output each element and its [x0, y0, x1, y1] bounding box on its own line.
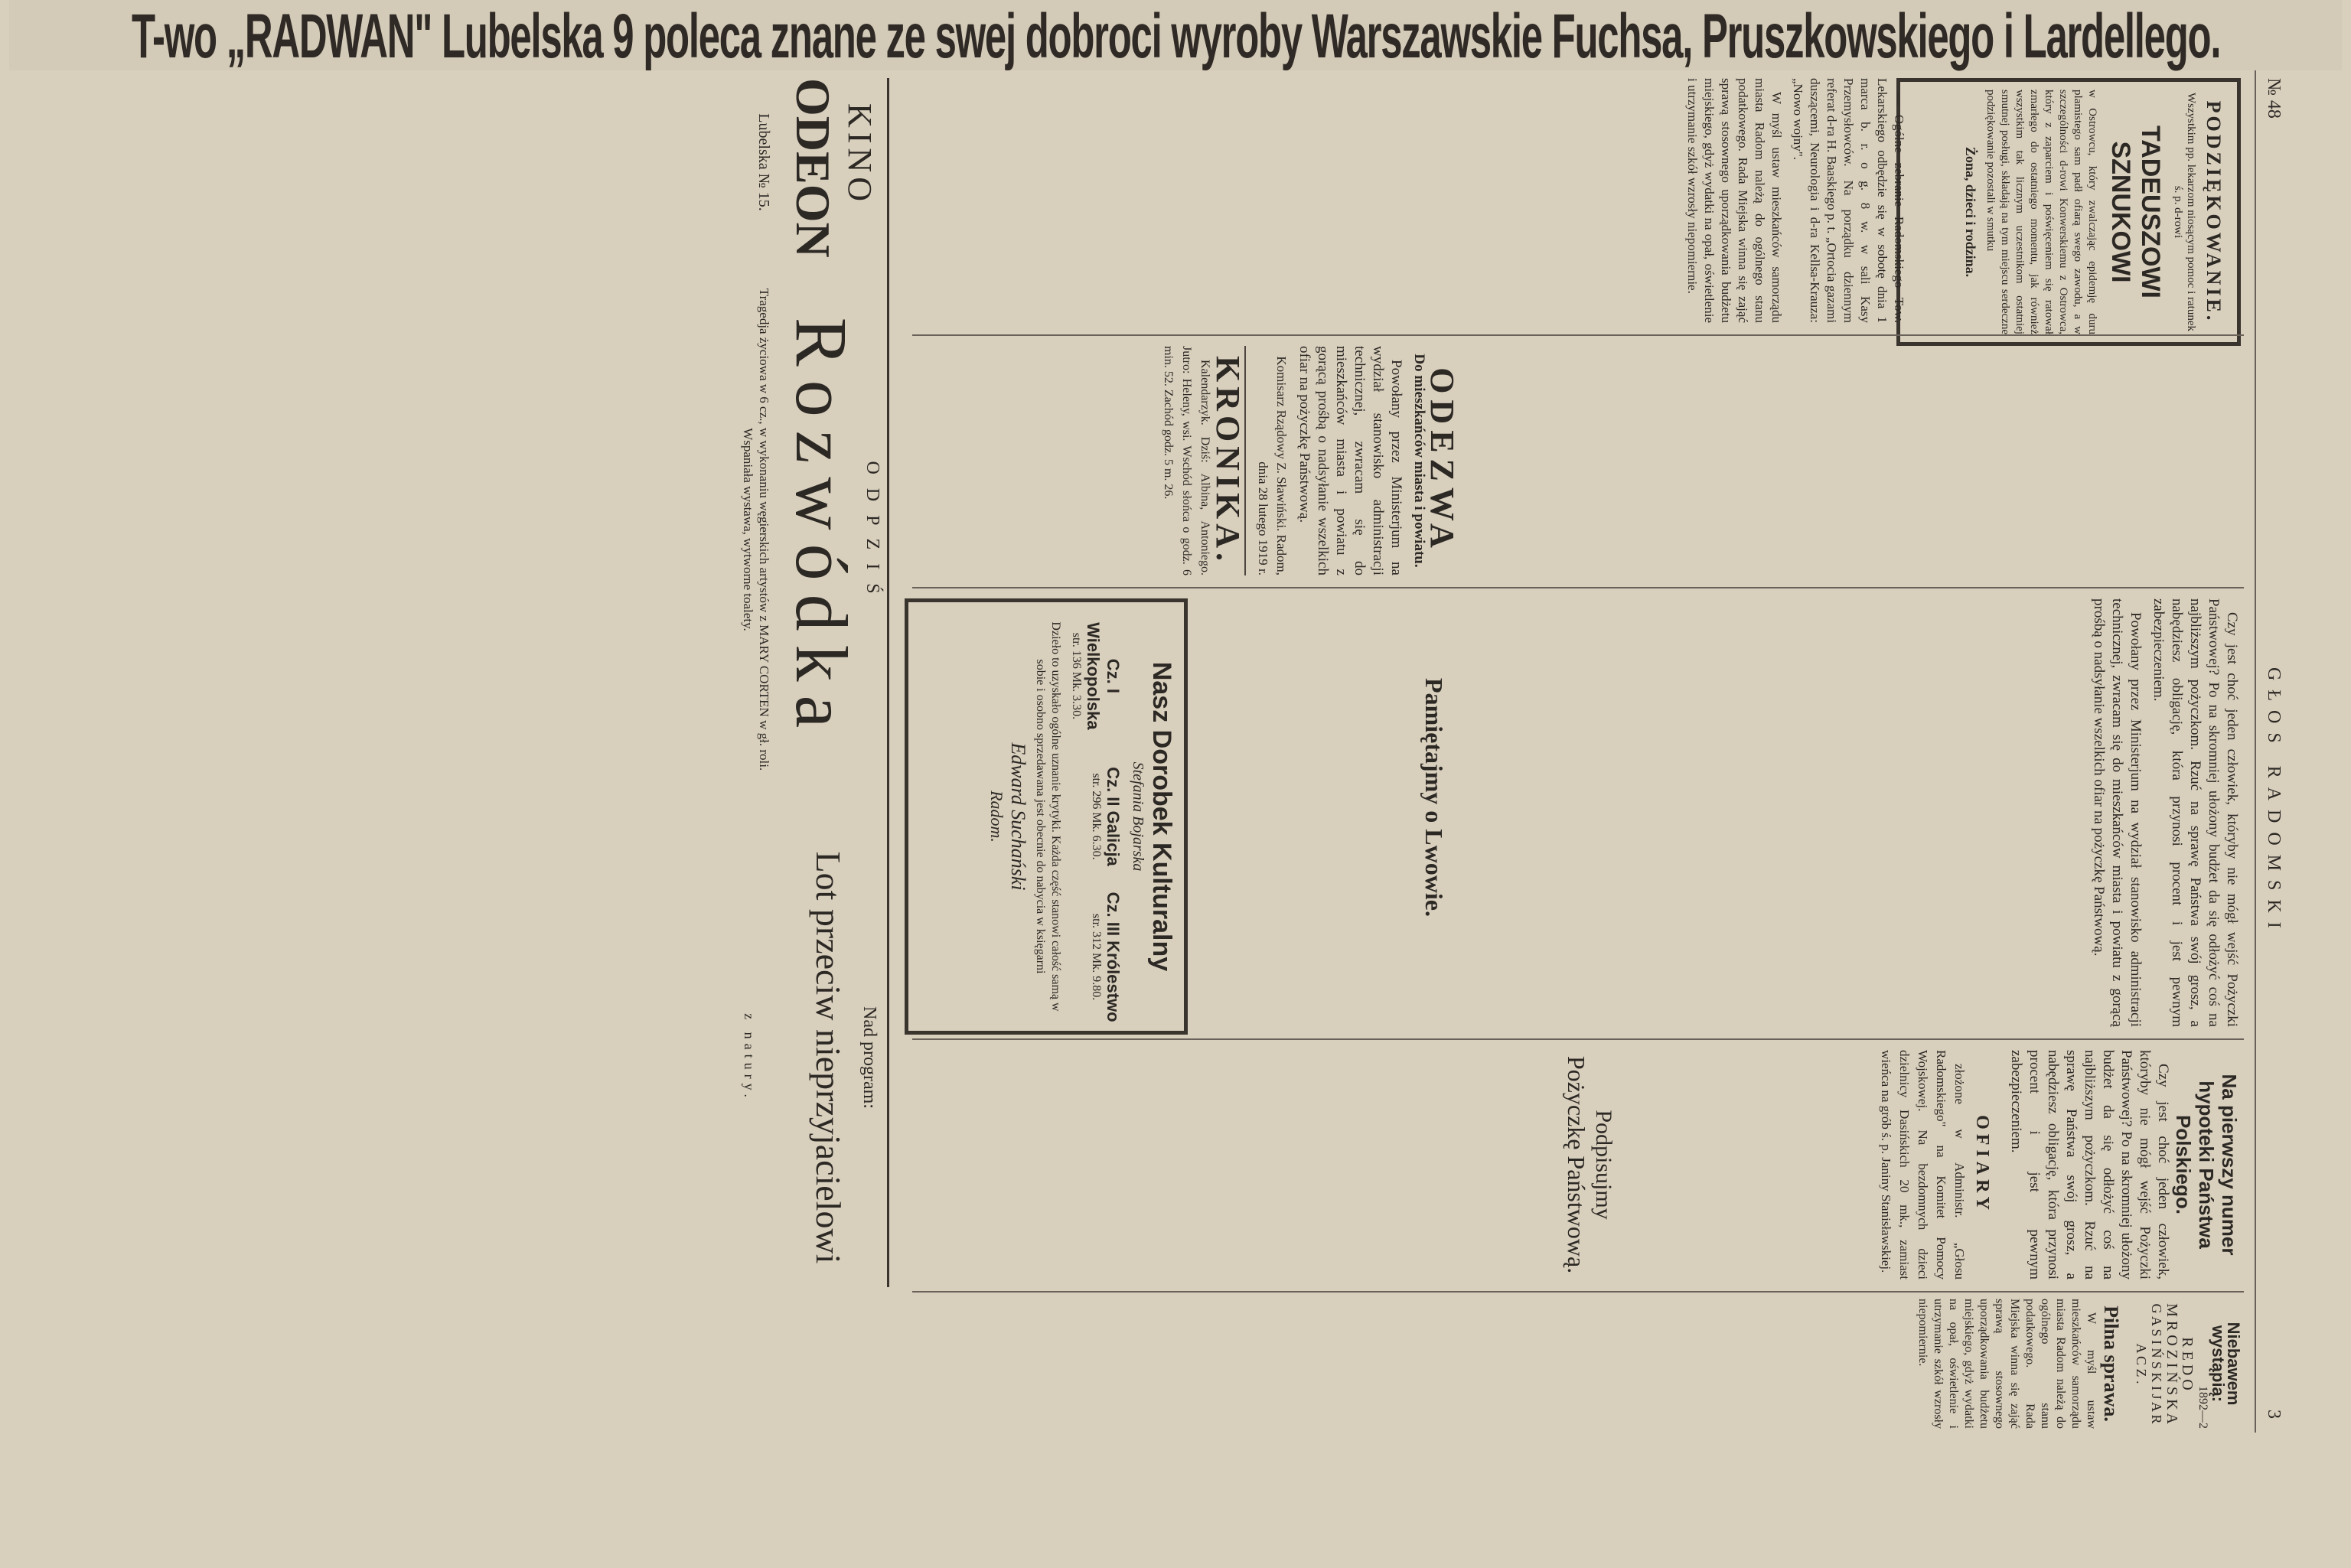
cinema-film-subtitle: Tragedja życiowa w 6 cz., w wykonaniu węgierskich artystów z MARY CORTEN w gł. roli. Wspaniała wystawa, wytworne toalety. — [741, 288, 771, 771]
book-author: Stefania Bojarska — [1130, 761, 1146, 872]
pilna-title: Pilna sprawa. — [2100, 1306, 2122, 1422]
bookstore-city: Radom. — [987, 791, 1006, 843]
thanks-intro: Wszystkim pp. lekarzom niosącym pomoc i ratunek ś. p. d-rowi — [2172, 92, 2197, 331]
book-parts — [1069, 610, 1123, 1023]
news-paragraph: — Ogólne zebranie Radomskiego Tow. Lekarskiego odbędzie się w sobotę dnia 1 marca b. r. o g. 8 w. w sali Kasy Przemysłowców. Na porządku dziennym referat d-ra H. Baaskiego p. t. „Ortocia gazami duszącemi, Neurologia i d-ra Kellsa-Krauza: „Nowo wojny". — [1791, 78, 1906, 323]
page-header — [2255, 70, 2290, 1433]
right-column — [909, 1299, 2241, 1429]
odezwa-text: Powołany przez Ministerjum na wydział stanowisko administracji technicznej, zwracam się do mieszkańców miasta i powiatu z gorącą prośbą o nadsyłanie wszelkich ofiar na pożyczkę Państwową. — [1296, 346, 1404, 575]
kronika-calendar: Kalendarzyk. Dziś: Albina, Antoniego. Jutro: Heleny, wsi. Wschód słońca o godz. 6 min. 52. Zachód godz. 5 m. 26. — [1162, 346, 1211, 575]
book-part — [1069, 751, 1123, 883]
odezwa-title: ODEZWA — [1423, 367, 1461, 554]
book-note: Dzieło to uzyskało ogólne uznanie krytyki. Każda część stanowi całość samą w sobie i osobno sprzedawana jest obecnie do nabycia w księgarni — [1034, 621, 1062, 1012]
loan-title: Na pierwszy numer hypoteki Państwa Polskiego. — [2172, 1074, 2241, 1256]
loan-appeal-line2: Pożyczkę Państwową. — [1563, 1055, 1590, 1274]
ofiary-title: OFIARY — [1972, 1115, 1992, 1214]
column-divider — [912, 1291, 2244, 1293]
cinema-extra-sub: z natury. — [742, 1013, 757, 1102]
loan-appeal-line1: Podpisujmy — [1591, 1110, 1616, 1220]
odezwa-subtitle: Do mieszkańców miasta i powiatu. — [1411, 354, 1427, 568]
cinema-label: KINO — [841, 103, 879, 206]
kronika-title: KRONIKA. — [1209, 355, 1247, 566]
column-divider — [912, 1038, 2244, 1040]
newspaper-sheet — [9, 0, 2342, 1568]
loan-column — [1629, 1050, 2241, 1280]
book-part — [1069, 610, 1123, 742]
odezwa-sign: Komisarz Rządowy Z. Sławiński. Radom, dnia 28 lutego 1919 r. — [1256, 356, 1289, 575]
bookstore-name: Edward Suchański — [1007, 742, 1029, 891]
news-paragraph: Powołany przez Ministerjum na wydział stanowisko administracji technicznej, zwracam się do mieszkańców miasta i powiatu z gorącą prośbą o nadsyłanie wszelkich ofiar na pożyczkę Państwową. — [2091, 598, 2144, 1027]
book-part — [1069, 891, 1123, 1023]
rotated-page — [162, 70, 2290, 1433]
pilna-text: W myśl ustaw mieszkańców samorządu miasta Radom należą do ogólnego stanu podatkowego. Rada Miejska winna się zająć sprawą stosownego uporządkowania budżetu miejskiego, gdyż wydatki na opał, oświetlenie i utrzymanie szkół wzrosły niepomiernie. — [1916, 1299, 2098, 1429]
niebawem-name: R E D O — [2179, 1337, 2196, 1390]
book-part-price: str. 296 Mk. 6.30. — [1090, 773, 1103, 860]
book-part-price: str. 312 Mk. 9.80. — [1090, 913, 1103, 1001]
odezwa-column — [905, 346, 1461, 575]
column-divider — [912, 587, 2244, 588]
local-news-column — [912, 78, 1907, 323]
page-number: 3 — [2264, 1410, 2284, 1419]
thanks-sign: Żona, dzieci i rodzina. — [1963, 146, 1978, 278]
cinema-address: Lubelska № 15. — [755, 113, 772, 211]
news-paragraph: Czy jest choć jeden człowiek, któryby nie mógł wejść Pożyczki Państwowej? Po na skromniej ułożony budżet da się odłożyć coś na najbliższym pożyczkom. Rzuć na sprawę Państwa swój grosz, a nabędziesz obligację, która przynosi procent i jest pewnym zabezpieczeniem. — [2150, 598, 2240, 1027]
book-part-price: str. 136 Mk. 3.30. — [1070, 632, 1083, 720]
ofiary-text: złożone w Administr. „Głosu Radomskiego" na Komitet Pomocy Wojskowej. Na bezdomnych dzieci dzielnicy Dasińskich 20 mk., zamiast wieńca na grób ś. p. Janiny Stanisławskiej. — [1879, 1050, 1967, 1280]
niebawem-date: 1892—2 — [2196, 1386, 2209, 1429]
niebawem-title: Niebawem wystąpią: — [2209, 1322, 2243, 1406]
cinema-film-title: Rozwódka — [781, 317, 862, 742]
thanks-name: TADEUSZOWI SZNUKOWI — [2106, 125, 2165, 298]
cinema-extra-title: Lot przeciw nieprzyjacielowi — [809, 851, 848, 1264]
pamietajmy-slogan: Pamiętajmy o Lwowie. — [1420, 678, 1448, 917]
thanks-box — [1896, 78, 2241, 346]
top-advertisement-banner — [9, 0, 2342, 70]
cinema-advertisement — [719, 78, 889, 1287]
niebawem-name: M R O Z I Ń S K A — [2164, 1303, 2180, 1424]
loan-appeal — [1562, 1050, 1616, 1280]
newspaper-title: GŁOS RADOMSKI — [2264, 667, 2284, 937]
book-part-name: Cz. III Królestwo — [1104, 892, 1123, 1022]
book-part-name: Cz. II Galicja — [1104, 767, 1123, 866]
book-advertisement — [905, 598, 1188, 1035]
loan-text: Czy jest choć jeden człowiek, któryby nie mógł wejść Pożyczki Państwowej? Po na skromniej ułożony budżet da się odłożyć coś na najbliższym pożyczkom. Rzuć na sprawę Państwa swój grosz, a nabędziesz obligację, która przynosi procent i jest pewnym zabezpieczeniem. — [2008, 1050, 2171, 1280]
banner-text: T-wo „RADWAN" Lubelska 9 poleca znane ze swej dobroci wyroby Warszawskie Fuchsa, Pruszkowskiego i Lardellego. — [132, 2, 2221, 71]
thanks-title: PODZIĘKOWANIE. — [2203, 100, 2225, 324]
news-paragraph: W myśl ustaw mieszkańców samorządu miasta Radom należą do ogólnego stanu podatkowego. Rada Miejska winna się zająć sprawą stosownego uporządkowania budżetu miejskiego, gdyż wydatki na opał, oświetlenie i utrzymanie szkół wzrosły niepomiernie. — [1685, 78, 1784, 323]
book-part-name: Cz. I Wielkopolska — [1084, 622, 1123, 730]
niebawem-name: G A S I Ń S K I J A R A C Z . — [2134, 1303, 2164, 1424]
cinema-program-label: O D P Z I Ś — [862, 461, 882, 598]
book-title: Nasz Dorobek Kulturalny — [1147, 661, 1176, 972]
cinema-extra-label: Nad program: — [859, 1006, 879, 1109]
issue-number: № 48 — [2264, 78, 2284, 119]
thanks-body: w Ostrowcu, który zwalczając epidemję duru plamistego sam padł ofiarą swego zawodu, a w szczególności d-rowi Konwerskiemu z Ostrowca, który z zaparciem i poświęceniem się ratował zmarłego do ostatniego momentu, jak również wszystkim tak licznym uczestnikom ostatniej smutnej posługi, składają na tym miejscu serdeczne podziękowanie pozostali w smutku — [1984, 90, 2098, 334]
middle-column — [1552, 598, 2241, 1027]
column-divider — [912, 334, 2244, 336]
cinema-name: ODEON — [786, 78, 840, 258]
